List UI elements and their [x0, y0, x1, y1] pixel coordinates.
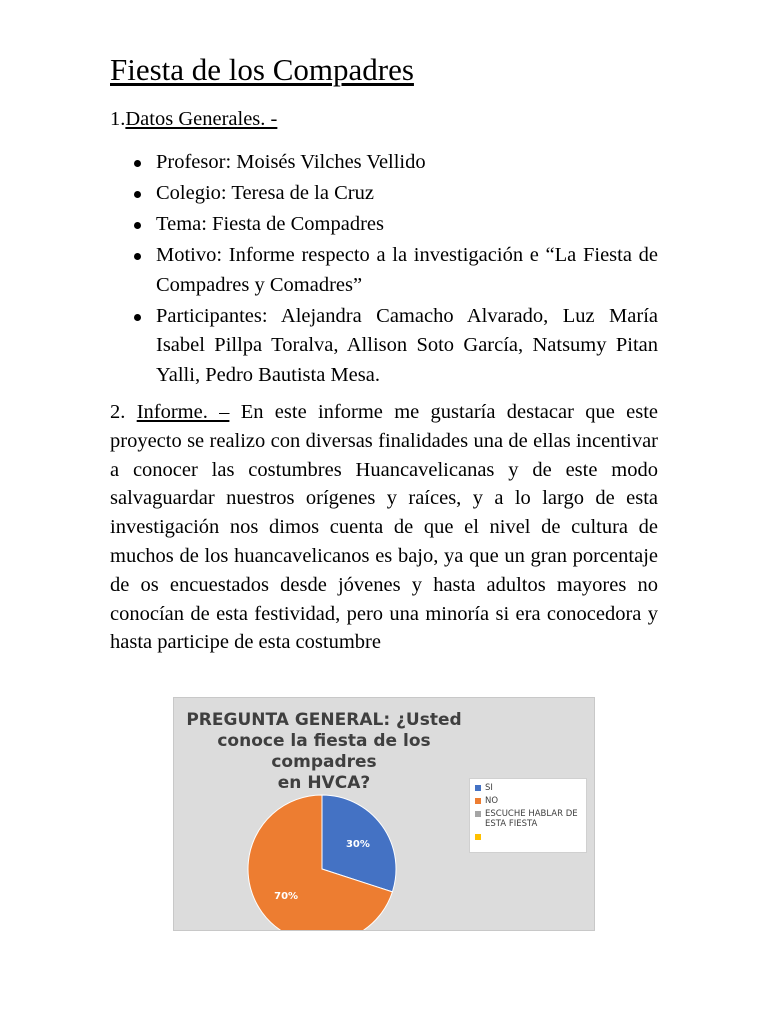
- list-item: Tema: Fiesta de Compadres: [110, 210, 658, 240]
- general-data-list: [110, 148, 658, 392]
- document-title: Fiesta de los Compadres: [110, 52, 414, 87]
- legend-item: [475, 809, 581, 829]
- chart-legend: [469, 778, 587, 853]
- legend-item: [475, 796, 581, 806]
- legend-label: ESCUCHE HABLAR DE ESTA FIESTA: [485, 809, 578, 829]
- section-2-title: Informe. –: [136, 401, 230, 423]
- list-item: Participantes: Alejandra Camacho Alvarado, Luz María Isabel Pillpa Toralva, Allison Soto García, Natsumy Pitan Yalli, Pedro Bautista Mesa.: [110, 302, 658, 391]
- section-1-heading: [110, 108, 277, 131]
- legend-swatch: [475, 785, 481, 791]
- pie-data-label: 30%: [345, 838, 370, 850]
- list-item: Motivo: Informe respecto a la investigación e “La Fiesta de Compadres y Comadres”: [110, 241, 658, 300]
- pie-data-label: 70%: [274, 891, 299, 903]
- legend-item: [475, 783, 581, 793]
- report-paragraph: [110, 398, 658, 657]
- legend-swatch: [475, 811, 481, 817]
- pie-chart: [173, 697, 595, 931]
- chart-title-line: PREGUNTA GENERAL: ¿Usted: [186, 710, 462, 730]
- section-1-number: 1.: [110, 108, 126, 130]
- list-item: Colegio: Teresa de la Cruz: [110, 179, 658, 209]
- chart-title-line: en HVCA?: [277, 773, 371, 793]
- list-item: Profesor: Moisés Vilches Vellido: [110, 148, 658, 178]
- legend-swatch: [475, 834, 481, 840]
- legend-item: [475, 832, 581, 840]
- legend-label: NO: [485, 796, 499, 806]
- chart-title-line: conoce la fiesta de los compadres: [217, 731, 431, 772]
- report-body: En este informe me gustaría destacar que este proyecto se realizo con diversas finalidades una de ellas incentivar a conocer las costumbres Huancavelicanas y de este modo salvaguardar nuestros orígenes y raíces, y a lo largo de esta investigación nos dimos cuenta de que el nivel de cultura de muchos de los huancavelicanos es bajo, ya que un gran porcentaje de os encuestados desde jóvenes y hasta adultos mayores no conocían de esta festividad, pero una minoría si era conocedora y hasta participe de esta costumbre: [110, 401, 658, 654]
- legend-label: SI: [485, 783, 493, 793]
- section-1-title: Datos Generales. -: [125, 108, 278, 130]
- section-2-number: 2.: [110, 401, 126, 423]
- legend-swatch: [475, 798, 481, 804]
